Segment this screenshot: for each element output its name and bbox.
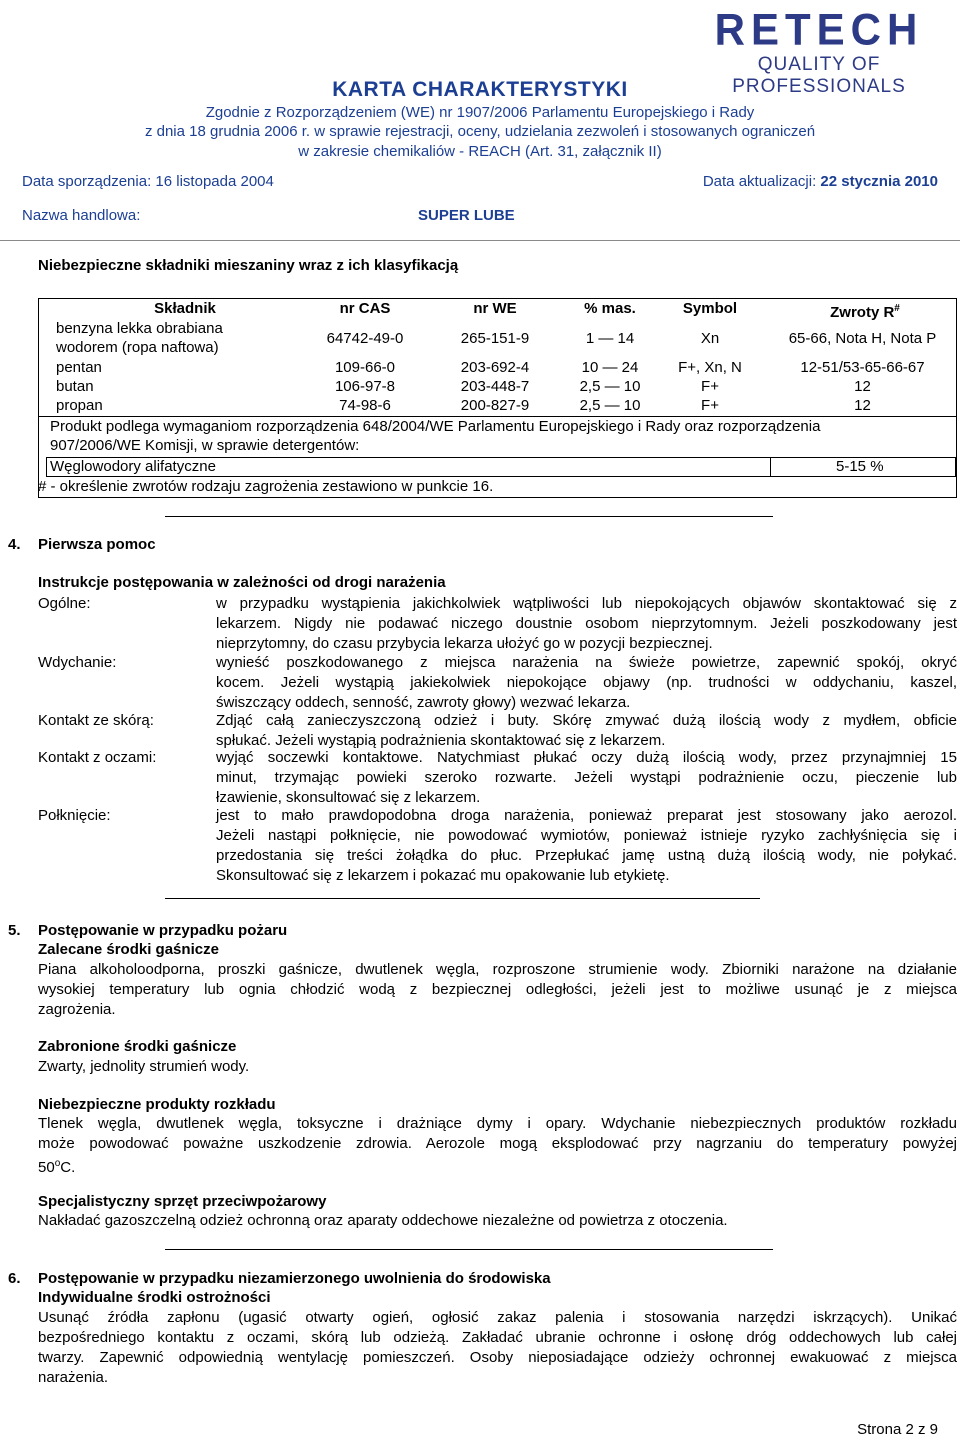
text-line: Usunąć źródła zapłonu (ugasić otwarty ogień, ogłosić zakaz palenia i stosowania narzędzi iskrzących). Unikać (38, 1309, 957, 1326)
cell-symbol: Xn (700, 330, 720, 347)
cell-we: 200-827-9 (460, 397, 530, 414)
text-line: Skonsultować się z lekarzem i pokazać mu opakowanie lub etykietę. (216, 867, 670, 884)
col-header-component: Składnik (154, 300, 216, 317)
section-6-sub1: Indywidualne środki ostrożności (38, 1289, 271, 1306)
cell-r: 12-51/53-65-66-67 (800, 359, 925, 376)
text-line: łzawienie, skonsultować się z lekarzem. (216, 789, 481, 806)
section-divider (165, 898, 760, 899)
text-line: twarzy. Zapewnić odpowiednią wentylację pomieszczeń. Osoby nieposiadające odzieży ochronnej ewakuować z miejsca (38, 1349, 957, 1366)
cell-pct: 10 — 24 (581, 359, 639, 376)
company-logo (680, 0, 958, 97)
cell-component: butan (56, 378, 94, 395)
text-line: wyjąć soczewki kontaktowe. Natychmiast płukać oczy dużą ilością wody, przez przynajmniej 15 (216, 749, 957, 766)
date-updated-value: 22 stycznia 2010 (820, 173, 938, 190)
page-number: Strona 2 z 9 (857, 1421, 938, 1438)
logo-tagline: QUALITY OF PROFESSIONALS (732, 54, 906, 97)
cell-symbol: F+ (701, 378, 719, 395)
section-5-text3 (38, 1114, 957, 1178)
text-line (38, 1154, 957, 1178)
first-aid-text-eyes (216, 748, 957, 808)
first-aid-text-general (216, 594, 957, 654)
cell-r: 65-66, Nota H, Nota P (788, 330, 937, 347)
first-aid-label-skin: Kontakt ze skórą: (38, 712, 154, 729)
regulation-line-3: w zakresie chemikaliów - REACH (Art. 31, załącznik II) (298, 143, 662, 160)
col-header-cas: nr CAS (339, 300, 391, 317)
cell-r: 12 (854, 378, 871, 395)
cell-component: propan (56, 397, 103, 414)
cell-component: pentan (56, 359, 102, 376)
detergent-note-l1: Produkt podlega wymaganiom rozporządzenia 648/2004/WE Parlamentu Europejskiego i Rady oraz rozporządzenia (50, 418, 821, 435)
detergent-note-l2: 907/2006/WE Komisji, w sprawie detergentów: (50, 437, 360, 454)
section-5-text1 (38, 960, 957, 1020)
col-header-symbol: Symbol (682, 300, 738, 317)
section-5-number: 5. (8, 922, 21, 939)
date-created: Data sporządzenia: 16 listopada 2004 (22, 173, 274, 190)
temperature-unit: C. (60, 1159, 76, 1176)
text-line: jest to mało prawdopodobna droga narażenia, ponieważ preparat jest stosowany jako aerozol. (216, 807, 957, 824)
trade-name-value: SUPER LUBE (418, 207, 515, 224)
trade-name-label: Nazwa handlowa: (22, 207, 141, 224)
cell-pct: 1 — 14 (585, 330, 635, 347)
text-line: Tlenek węgla, dwutlenek węgla, toksyczne i drażniące dymy i opary. Wdychanie niebezpiecznych produktów rozkładu (38, 1115, 957, 1132)
section-6-text1 (38, 1308, 957, 1388)
cell-pct: 2,5 — 10 (579, 397, 641, 414)
text-line: w przypadku wystąpienia jakichkolwiek wątpliwości lub niepokojących objawów skontaktować się z (216, 595, 957, 612)
components-heading: Niebezpieczne składniki mieszaniny wraz z ich klasyfikacją (38, 257, 459, 274)
section-5-sub3: Niebezpieczne produkty rozkładu (38, 1096, 276, 1113)
text-line: kocem. Jeżeli wystąpią jakiekolwiek niepokojące objawy (np. trudności w oddychaniu, kaszel, (216, 674, 957, 691)
header-divider (0, 240, 960, 241)
text-line: może powodować poważne uszkodzenie zdrowia. Aerozole mogą eksplodować przy nagrzaniu do temperatury powyżej (38, 1135, 957, 1152)
text-line: zagrożenia. (38, 1001, 116, 1018)
text-line: wysokiej temperatury lub ognia chłodzić wodą z bezpiecznej odległości, jeżeli jest to możliwe usunąć je z miejsca (38, 981, 957, 998)
footnote: # - określenie zwrotów rodzaju zagrożenia zestawiono w punkcie 16. (38, 478, 494, 495)
col-header-r-sup: # (894, 303, 900, 314)
section-5-sub2: Zabronione środki gaśnicze (38, 1038, 237, 1055)
text-line: świszczący oddech, senność, zawroty głowy) wezwać lekarza. (216, 694, 631, 711)
text-line: spłukać. Jeżeli wystąpią podrażnienia skontaktować się z lekarzem. (216, 732, 666, 749)
section-5-sub1: Zalecane środki gaśnicze (38, 941, 219, 958)
first-aid-text-skin (216, 711, 957, 751)
cell-cas: 106-97-8 (334, 378, 396, 395)
first-aid-label-general: Ogólne: (38, 595, 91, 612)
text-line: Piana alkoholoodporna, proszki gaśnicze, dwutlenek węgla, rozproszone strumienie wody. Zbiorniki narażone na działanie (38, 961, 957, 978)
col-header-pct: % mas. (584, 300, 636, 317)
hydrocarbons-label: Węglowodory alifatyczne (50, 458, 216, 475)
cell-cas: 74-98-6 (339, 397, 391, 414)
col-header-r-label: Zwroty R (830, 304, 895, 321)
first-aid-label-inhalation: Wdychanie: (38, 654, 117, 671)
cell-pct: 2,5 — 10 (579, 378, 641, 395)
section-5-text2: Zwarty, jednolity strumień wody. (38, 1058, 250, 1075)
cell-we: 203-448-7 (460, 378, 530, 395)
text-line: wynieść poszkodowanego z miejsca narażenia na świeże powietrze, zapewnić spokój, okryć (216, 654, 957, 671)
text-line: nieprzytomny, do czasu przybycia lekarza ułożyć go w pozycji bezpiecznej. (216, 635, 713, 652)
text-line: bezpośredniego kontaktu z oczami, skórą lub odzieżą. Zakładać ubranie ochronne i osłonę dróg oddechowych lub całej (38, 1329, 957, 1346)
cell-symbol: F+ (701, 397, 719, 414)
date-updated-label: Data aktualizacji: (702, 173, 821, 190)
section-divider (165, 516, 773, 517)
section-5-sub4: Specjalistyczny sprzęt przeciwpożarowy (38, 1193, 327, 1210)
section-6-title: Postępowanie w przypadku niezamierzonego uwolnienia do środowiska (38, 1270, 551, 1287)
hydrocarbons-value: 5-15 % (836, 458, 884, 475)
first-aid-text-inhalation (216, 653, 957, 713)
component-name-l1: benzyna lekka obrabiana (56, 320, 223, 337)
cell-symbol: F+, Xn, N (678, 359, 742, 376)
section-4-subheading: Instrukcje postępowania w zależności od drogi narażenia (38, 574, 446, 591)
section-5-text4: Nakładać gazoszczelną odzież ochronną oraz aparaty oddechowe niezależne od powietrza z otoczenia. (38, 1212, 728, 1229)
col-header-we: nr WE (473, 300, 517, 317)
text-line: Zdjąć całą zanieczyszczoną odzież i buty. Skórę zmywać dużą ilością wody z mydłem, obficie (216, 712, 957, 729)
cell-cas: 109-66-0 (334, 359, 396, 376)
logo-brand: RETECH (714, 4, 924, 55)
col-header-r-phrases (790, 299, 940, 322)
first-aid-text-ingestion (216, 806, 957, 886)
document-title: KARTA CHARAKTERYSTYKI (332, 78, 628, 101)
regulation-line-2: z dnia 18 grudnia 2006 r. w sprawie rejestracji, oceny, udzielania zezwoleń i stosowanych ograniczeń (144, 123, 816, 140)
degree-sup: o (54, 1158, 61, 1169)
section-5-title: Postępowanie w przypadku pożaru (38, 922, 288, 939)
text-line: Jeżeli nastąpi połknięcie, nie powodować wymiotów, ponieważ istnieje ryzyko zachłyśnięcia się i (216, 827, 957, 844)
first-aid-label-ingestion: Połknięcie: (38, 807, 111, 824)
temperature-value: 50 (38, 1159, 55, 1176)
cell-r: 12 (854, 397, 871, 414)
regulation-line-1: Zgodnie z Rozporządzeniem (WE) nr 1907/2006 Parlamentu Europejskiego i Rady (205, 104, 755, 121)
section-divider (165, 1249, 773, 1250)
text-line: narażenia. (38, 1369, 109, 1386)
date-updated (703, 173, 938, 190)
section-6-number: 6. (8, 1270, 21, 1287)
text-line: minut, trzymając powieki szeroko rozwarte. Jeżeli wystąpi podrażnienie oczu, pieczenie lub (216, 769, 957, 786)
section-4-title: Pierwsza pomoc (38, 536, 156, 553)
cell-we: 203-692-4 (460, 359, 530, 376)
section-4-number: 4. (8, 536, 21, 553)
text-line: lekarzem. Nigdy nie podawać niczego doustnie osobom nieprzytomnym. Jeżeli poszkodowany jest (216, 615, 957, 632)
cell-we: 265-151-9 (460, 330, 530, 347)
table-row (56, 319, 256, 357)
text-line: przedostania się treści żołądka do płuc. Przepłukać jamę ustną dużą ilością wody, nie połykać. (216, 847, 957, 864)
cell-cas: 64742-49-0 (326, 330, 404, 347)
component-name-l2: wodorem (ropa naftowa) (56, 339, 219, 356)
first-aid-label-eyes: Kontakt z oczami: (38, 749, 157, 766)
